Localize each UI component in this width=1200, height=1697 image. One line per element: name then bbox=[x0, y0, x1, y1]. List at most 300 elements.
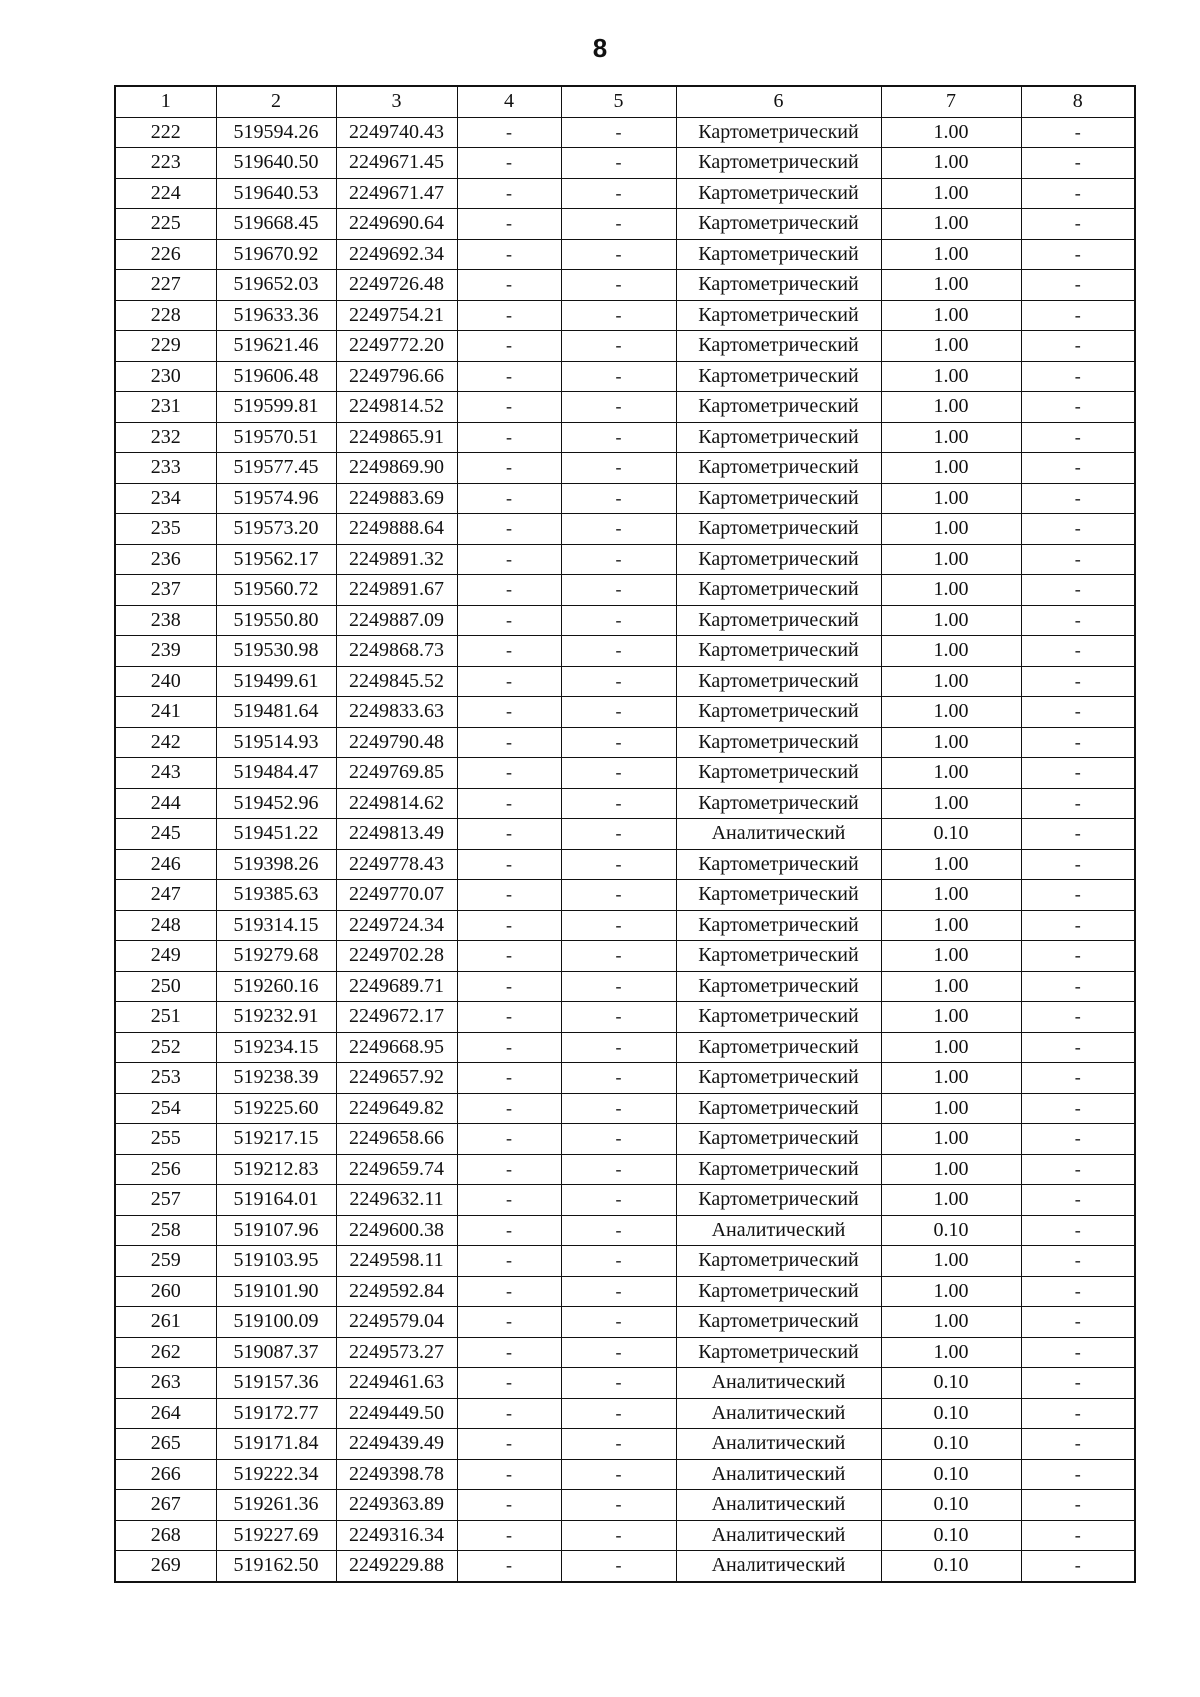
accuracy-cell: 1.00 bbox=[881, 300, 1021, 331]
x-coordinate-cell: 519560.72 bbox=[216, 575, 336, 606]
col8-cell: - bbox=[1021, 270, 1135, 301]
col5-cell: - bbox=[561, 880, 676, 911]
col8-cell: - bbox=[1021, 1154, 1135, 1185]
y-coordinate-cell: 2249865.91 bbox=[336, 422, 457, 453]
x-coordinate-cell: 519594.26 bbox=[216, 117, 336, 148]
accuracy-cell: 1.00 bbox=[881, 331, 1021, 362]
y-coordinate-cell: 2249600.38 bbox=[336, 1215, 457, 1246]
col4-cell: - bbox=[457, 483, 561, 514]
col8-cell: - bbox=[1021, 361, 1135, 392]
point-number-cell: 245 bbox=[115, 819, 216, 850]
table-row bbox=[115, 1185, 1135, 1216]
col4-cell: - bbox=[457, 788, 561, 819]
col5-cell: - bbox=[561, 148, 676, 179]
method-cell: Аналитический bbox=[676, 1520, 881, 1551]
accuracy-cell: 1.00 bbox=[881, 392, 1021, 423]
y-coordinate-cell: 2249778.43 bbox=[336, 849, 457, 880]
col5-cell: - bbox=[561, 1246, 676, 1277]
col8-cell: - bbox=[1021, 971, 1135, 1002]
y-coordinate-cell: 2249449.50 bbox=[336, 1398, 457, 1429]
x-coordinate-cell: 519157.36 bbox=[216, 1368, 336, 1399]
x-coordinate-cell: 519172.77 bbox=[216, 1398, 336, 1429]
col8-cell: - bbox=[1021, 1429, 1135, 1460]
y-coordinate-cell: 2249769.85 bbox=[336, 758, 457, 789]
point-number-cell: 222 bbox=[115, 117, 216, 148]
x-coordinate-cell: 519212.83 bbox=[216, 1154, 336, 1185]
col8-cell: - bbox=[1021, 514, 1135, 545]
x-coordinate-cell: 519314.15 bbox=[216, 910, 336, 941]
col8-cell: - bbox=[1021, 178, 1135, 209]
col5-cell: - bbox=[561, 209, 676, 240]
method-cell: Картометрический bbox=[676, 1124, 881, 1155]
col4-cell: - bbox=[457, 1215, 561, 1246]
method-cell: Аналитический bbox=[676, 819, 881, 850]
y-coordinate-cell: 2249573.27 bbox=[336, 1337, 457, 1368]
x-coordinate-cell: 519261.36 bbox=[216, 1490, 336, 1521]
method-cell: Картометрический bbox=[676, 178, 881, 209]
table-row bbox=[115, 1551, 1135, 1582]
accuracy-cell: 1.00 bbox=[881, 1276, 1021, 1307]
point-number-cell: 232 bbox=[115, 422, 216, 453]
accuracy-cell: 1.00 bbox=[881, 880, 1021, 911]
table-row bbox=[115, 1246, 1135, 1277]
col5-cell: - bbox=[561, 1307, 676, 1338]
x-coordinate-cell: 519599.81 bbox=[216, 392, 336, 423]
point-number-cell: 262 bbox=[115, 1337, 216, 1368]
col4-cell: - bbox=[457, 1337, 561, 1368]
x-coordinate-cell: 519530.98 bbox=[216, 636, 336, 667]
method-cell: Картометрический bbox=[676, 422, 881, 453]
col5-cell: - bbox=[561, 1520, 676, 1551]
table-row bbox=[115, 1063, 1135, 1094]
col8-cell: - bbox=[1021, 1032, 1135, 1063]
col4-cell: - bbox=[457, 514, 561, 545]
col4-cell: - bbox=[457, 117, 561, 148]
x-coordinate-cell: 519279.68 bbox=[216, 941, 336, 972]
table-row bbox=[115, 117, 1135, 148]
col4-cell: - bbox=[457, 910, 561, 941]
col4-cell: - bbox=[457, 1398, 561, 1429]
col5-cell: - bbox=[561, 1124, 676, 1155]
col5-cell: - bbox=[561, 1459, 676, 1490]
accuracy-cell: 1.00 bbox=[881, 209, 1021, 240]
col8-cell: - bbox=[1021, 1490, 1135, 1521]
point-number-cell: 263 bbox=[115, 1368, 216, 1399]
table-row bbox=[115, 1368, 1135, 1399]
y-coordinate-cell: 2249796.66 bbox=[336, 361, 457, 392]
table-row bbox=[115, 1490, 1135, 1521]
y-coordinate-cell: 2249439.49 bbox=[336, 1429, 457, 1460]
accuracy-cell: 1.00 bbox=[881, 1093, 1021, 1124]
table-row bbox=[115, 788, 1135, 819]
col4-cell: - bbox=[457, 239, 561, 270]
x-coordinate-cell: 519670.92 bbox=[216, 239, 336, 270]
method-cell: Аналитический bbox=[676, 1368, 881, 1399]
point-number-cell: 237 bbox=[115, 575, 216, 606]
accuracy-cell: 1.00 bbox=[881, 727, 1021, 758]
column-header: 3 bbox=[336, 86, 457, 117]
y-coordinate-cell: 2249658.66 bbox=[336, 1124, 457, 1155]
col4-cell: - bbox=[457, 1276, 561, 1307]
y-coordinate-cell: 2249598.11 bbox=[336, 1246, 457, 1277]
accuracy-cell: 1.00 bbox=[881, 117, 1021, 148]
point-number-cell: 223 bbox=[115, 148, 216, 179]
table-row bbox=[115, 239, 1135, 270]
col8-cell: - bbox=[1021, 1368, 1135, 1399]
col8-cell: - bbox=[1021, 1185, 1135, 1216]
table-row bbox=[115, 1337, 1135, 1368]
col4-cell: - bbox=[457, 392, 561, 423]
col4-cell: - bbox=[457, 727, 561, 758]
accuracy-cell: 0.10 bbox=[881, 1215, 1021, 1246]
col8-cell: - bbox=[1021, 697, 1135, 728]
column-header: 5 bbox=[561, 86, 676, 117]
col4-cell: - bbox=[457, 1429, 561, 1460]
accuracy-cell: 1.00 bbox=[881, 148, 1021, 179]
col5-cell: - bbox=[561, 1154, 676, 1185]
point-number-cell: 230 bbox=[115, 361, 216, 392]
col4-cell: - bbox=[457, 331, 561, 362]
x-coordinate-cell: 519087.37 bbox=[216, 1337, 336, 1368]
point-number-cell: 228 bbox=[115, 300, 216, 331]
x-coordinate-cell: 519232.91 bbox=[216, 1002, 336, 1033]
table-row bbox=[115, 1398, 1135, 1429]
col4-cell: - bbox=[457, 1185, 561, 1216]
col4-cell: - bbox=[457, 544, 561, 575]
accuracy-cell: 1.00 bbox=[881, 1154, 1021, 1185]
col4-cell: - bbox=[457, 1520, 561, 1551]
y-coordinate-cell: 2249814.52 bbox=[336, 392, 457, 423]
method-cell: Картометрический bbox=[676, 148, 881, 179]
col5-cell: - bbox=[561, 422, 676, 453]
col8-cell: - bbox=[1021, 605, 1135, 636]
y-coordinate-cell: 2249672.17 bbox=[336, 1002, 457, 1033]
y-coordinate-cell: 2249657.92 bbox=[336, 1063, 457, 1094]
col5-cell: - bbox=[561, 819, 676, 850]
column-header: 2 bbox=[216, 86, 336, 117]
accuracy-cell: 1.00 bbox=[881, 514, 1021, 545]
accuracy-cell: 1.00 bbox=[881, 971, 1021, 1002]
y-coordinate-cell: 2249692.34 bbox=[336, 239, 457, 270]
point-number-cell: 259 bbox=[115, 1246, 216, 1277]
col5-cell: - bbox=[561, 453, 676, 484]
col8-cell: - bbox=[1021, 1551, 1135, 1582]
col8-cell: - bbox=[1021, 849, 1135, 880]
table-row bbox=[115, 1520, 1135, 1551]
accuracy-cell: 1.00 bbox=[881, 941, 1021, 972]
col4-cell: - bbox=[457, 819, 561, 850]
point-number-cell: 224 bbox=[115, 178, 216, 209]
col5-cell: - bbox=[561, 117, 676, 148]
table-row bbox=[115, 1429, 1135, 1460]
accuracy-cell: 1.00 bbox=[881, 910, 1021, 941]
col8-cell: - bbox=[1021, 483, 1135, 514]
x-coordinate-cell: 519164.01 bbox=[216, 1185, 336, 1216]
col5-cell: - bbox=[561, 1276, 676, 1307]
table-row bbox=[115, 300, 1135, 331]
x-coordinate-cell: 519103.95 bbox=[216, 1246, 336, 1277]
x-coordinate-cell: 519640.50 bbox=[216, 148, 336, 179]
col8-cell: - bbox=[1021, 1520, 1135, 1551]
accuracy-cell: 1.00 bbox=[881, 605, 1021, 636]
x-coordinate-cell: 519481.64 bbox=[216, 697, 336, 728]
col5-cell: - bbox=[561, 941, 676, 972]
col8-cell: - bbox=[1021, 1398, 1135, 1429]
table-row bbox=[115, 392, 1135, 423]
col4-cell: - bbox=[457, 971, 561, 1002]
x-coordinate-cell: 519222.34 bbox=[216, 1459, 336, 1490]
x-coordinate-cell: 519398.26 bbox=[216, 849, 336, 880]
col8-cell: - bbox=[1021, 117, 1135, 148]
col4-cell: - bbox=[457, 758, 561, 789]
table-row bbox=[115, 1459, 1135, 1490]
accuracy-cell: 1.00 bbox=[881, 239, 1021, 270]
col5-cell: - bbox=[561, 483, 676, 514]
accuracy-cell: 0.10 bbox=[881, 1429, 1021, 1460]
table-row bbox=[115, 1002, 1135, 1033]
point-number-cell: 255 bbox=[115, 1124, 216, 1155]
col4-cell: - bbox=[457, 697, 561, 728]
method-cell: Картометрический bbox=[676, 361, 881, 392]
y-coordinate-cell: 2249632.11 bbox=[336, 1185, 457, 1216]
method-cell: Картометрический bbox=[676, 1063, 881, 1094]
point-number-cell: 229 bbox=[115, 331, 216, 362]
x-coordinate-cell: 519225.60 bbox=[216, 1093, 336, 1124]
col5-cell: - bbox=[561, 605, 676, 636]
table-row bbox=[115, 636, 1135, 667]
col5-cell: - bbox=[561, 270, 676, 301]
col8-cell: - bbox=[1021, 239, 1135, 270]
y-coordinate-cell: 2249316.34 bbox=[336, 1520, 457, 1551]
col5-cell: - bbox=[561, 392, 676, 423]
point-number-cell: 241 bbox=[115, 697, 216, 728]
method-cell: Картометрический bbox=[676, 300, 881, 331]
y-coordinate-cell: 2249726.48 bbox=[336, 270, 457, 301]
accuracy-cell: 1.00 bbox=[881, 1307, 1021, 1338]
col8-cell: - bbox=[1021, 880, 1135, 911]
y-coordinate-cell: 2249891.32 bbox=[336, 544, 457, 575]
col5-cell: - bbox=[561, 636, 676, 667]
accuracy-cell: 1.00 bbox=[881, 575, 1021, 606]
table-row bbox=[115, 666, 1135, 697]
method-cell: Картометрический bbox=[676, 849, 881, 880]
col8-cell: - bbox=[1021, 148, 1135, 179]
method-cell: Картометрический bbox=[676, 666, 881, 697]
col8-cell: - bbox=[1021, 331, 1135, 362]
point-number-cell: 234 bbox=[115, 483, 216, 514]
point-number-cell: 261 bbox=[115, 1307, 216, 1338]
col4-cell: - bbox=[457, 636, 561, 667]
table-row bbox=[115, 544, 1135, 575]
x-coordinate-cell: 519452.96 bbox=[216, 788, 336, 819]
point-number-cell: 225 bbox=[115, 209, 216, 240]
accuracy-cell: 1.00 bbox=[881, 178, 1021, 209]
col8-cell: - bbox=[1021, 1215, 1135, 1246]
col5-cell: - bbox=[561, 666, 676, 697]
accuracy-cell: 1.00 bbox=[881, 270, 1021, 301]
accuracy-cell: 0.10 bbox=[881, 1459, 1021, 1490]
col4-cell: - bbox=[457, 666, 561, 697]
method-cell: Картометрический bbox=[676, 636, 881, 667]
table-row bbox=[115, 758, 1135, 789]
col5-cell: - bbox=[561, 1215, 676, 1246]
col4-cell: - bbox=[457, 361, 561, 392]
point-number-cell: 239 bbox=[115, 636, 216, 667]
y-coordinate-cell: 2249770.07 bbox=[336, 880, 457, 911]
col4-cell: - bbox=[457, 270, 561, 301]
accuracy-cell: 1.00 bbox=[881, 1185, 1021, 1216]
point-number-cell: 253 bbox=[115, 1063, 216, 1094]
column-header: 4 bbox=[457, 86, 561, 117]
method-cell: Картометрический bbox=[676, 880, 881, 911]
method-cell: Картометрический bbox=[676, 483, 881, 514]
table-row bbox=[115, 819, 1135, 850]
col4-cell: - bbox=[457, 849, 561, 880]
col5-cell: - bbox=[561, 910, 676, 941]
point-number-cell: 264 bbox=[115, 1398, 216, 1429]
col8-cell: - bbox=[1021, 788, 1135, 819]
accuracy-cell: 1.00 bbox=[881, 1124, 1021, 1155]
col5-cell: - bbox=[561, 361, 676, 392]
table-row bbox=[115, 1215, 1135, 1246]
point-number-cell: 252 bbox=[115, 1032, 216, 1063]
col4-cell: - bbox=[457, 1551, 561, 1582]
point-number-cell: 240 bbox=[115, 666, 216, 697]
col8-cell: - bbox=[1021, 636, 1135, 667]
method-cell: Аналитический bbox=[676, 1551, 881, 1582]
table-row bbox=[115, 849, 1135, 880]
accuracy-cell: 0.10 bbox=[881, 1398, 1021, 1429]
y-coordinate-cell: 2249869.90 bbox=[336, 453, 457, 484]
y-coordinate-cell: 2249649.82 bbox=[336, 1093, 457, 1124]
point-number-cell: 254 bbox=[115, 1093, 216, 1124]
col8-cell: - bbox=[1021, 1002, 1135, 1033]
method-cell: Картометрический bbox=[676, 727, 881, 758]
col8-cell: - bbox=[1021, 1063, 1135, 1094]
y-coordinate-cell: 2249845.52 bbox=[336, 666, 457, 697]
col8-cell: - bbox=[1021, 300, 1135, 331]
col8-cell: - bbox=[1021, 544, 1135, 575]
col5-cell: - bbox=[561, 758, 676, 789]
y-coordinate-cell: 2249887.09 bbox=[336, 605, 457, 636]
column-header: 8 bbox=[1021, 86, 1135, 117]
method-cell: Картометрический bbox=[676, 270, 881, 301]
col8-cell: - bbox=[1021, 727, 1135, 758]
y-coordinate-cell: 2249888.64 bbox=[336, 514, 457, 545]
col5-cell: - bbox=[561, 1063, 676, 1094]
method-cell: Картометрический bbox=[676, 209, 881, 240]
method-cell: Картометрический bbox=[676, 117, 881, 148]
y-coordinate-cell: 2249592.84 bbox=[336, 1276, 457, 1307]
y-coordinate-cell: 2249668.95 bbox=[336, 1032, 457, 1063]
col5-cell: - bbox=[561, 849, 676, 880]
x-coordinate-cell: 519162.50 bbox=[216, 1551, 336, 1582]
col4-cell: - bbox=[457, 1093, 561, 1124]
table-row bbox=[115, 1124, 1135, 1155]
x-coordinate-cell: 519577.45 bbox=[216, 453, 336, 484]
method-cell: Картометрический bbox=[676, 1032, 881, 1063]
x-coordinate-cell: 519652.03 bbox=[216, 270, 336, 301]
method-cell: Картометрический bbox=[676, 910, 881, 941]
col4-cell: - bbox=[457, 1368, 561, 1399]
method-cell: Картометрический bbox=[676, 331, 881, 362]
accuracy-cell: 1.00 bbox=[881, 758, 1021, 789]
col8-cell: - bbox=[1021, 575, 1135, 606]
point-number-cell: 247 bbox=[115, 880, 216, 911]
method-cell: Картометрический bbox=[676, 758, 881, 789]
accuracy-cell: 0.10 bbox=[881, 1520, 1021, 1551]
col5-cell: - bbox=[561, 1368, 676, 1399]
table-row bbox=[115, 178, 1135, 209]
accuracy-cell: 1.00 bbox=[881, 453, 1021, 484]
table-row bbox=[115, 575, 1135, 606]
y-coordinate-cell: 2249659.74 bbox=[336, 1154, 457, 1185]
y-coordinate-cell: 2249740.43 bbox=[336, 117, 457, 148]
method-cell: Картометрический bbox=[676, 1337, 881, 1368]
accuracy-cell: 1.00 bbox=[881, 636, 1021, 667]
x-coordinate-cell: 519640.53 bbox=[216, 178, 336, 209]
table-row bbox=[115, 453, 1135, 484]
column-header: 6 bbox=[676, 86, 881, 117]
y-coordinate-cell: 2249671.45 bbox=[336, 148, 457, 179]
table-row bbox=[115, 422, 1135, 453]
x-coordinate-cell: 519171.84 bbox=[216, 1429, 336, 1460]
x-coordinate-cell: 519570.51 bbox=[216, 422, 336, 453]
col8-cell: - bbox=[1021, 758, 1135, 789]
column-header: 1 bbox=[115, 86, 216, 117]
x-coordinate-cell: 519499.61 bbox=[216, 666, 336, 697]
col4-cell: - bbox=[457, 941, 561, 972]
col5-cell: - bbox=[561, 727, 676, 758]
point-number-cell: 269 bbox=[115, 1551, 216, 1582]
x-coordinate-cell: 519101.90 bbox=[216, 1276, 336, 1307]
method-cell: Картометрический bbox=[676, 544, 881, 575]
y-coordinate-cell: 2249229.88 bbox=[336, 1551, 457, 1582]
table-body bbox=[115, 117, 1135, 1582]
col4-cell: - bbox=[457, 1459, 561, 1490]
point-number-cell: 249 bbox=[115, 941, 216, 972]
point-number-cell: 260 bbox=[115, 1276, 216, 1307]
table-row bbox=[115, 1154, 1135, 1185]
point-number-cell: 250 bbox=[115, 971, 216, 1002]
accuracy-cell: 1.00 bbox=[881, 1337, 1021, 1368]
method-cell: Картометрический bbox=[676, 697, 881, 728]
col4-cell: - bbox=[457, 178, 561, 209]
point-number-cell: 242 bbox=[115, 727, 216, 758]
accuracy-cell: 1.00 bbox=[881, 697, 1021, 728]
col5-cell: - bbox=[561, 1185, 676, 1216]
col5-cell: - bbox=[561, 178, 676, 209]
table-row bbox=[115, 697, 1135, 728]
x-coordinate-cell: 519217.15 bbox=[216, 1124, 336, 1155]
accuracy-cell: 1.00 bbox=[881, 1002, 1021, 1033]
method-cell: Картометрический bbox=[676, 971, 881, 1002]
col5-cell: - bbox=[561, 544, 676, 575]
method-cell: Аналитический bbox=[676, 1490, 881, 1521]
point-number-cell: 268 bbox=[115, 1520, 216, 1551]
table-row bbox=[115, 270, 1135, 301]
table-row bbox=[115, 971, 1135, 1002]
point-number-cell: 243 bbox=[115, 758, 216, 789]
x-coordinate-cell: 519514.93 bbox=[216, 727, 336, 758]
x-coordinate-cell: 519621.46 bbox=[216, 331, 336, 362]
col5-cell: - bbox=[561, 1337, 676, 1368]
point-number-cell: 246 bbox=[115, 849, 216, 880]
method-cell: Аналитический bbox=[676, 1429, 881, 1460]
col8-cell: - bbox=[1021, 666, 1135, 697]
col5-cell: - bbox=[561, 788, 676, 819]
y-coordinate-cell: 2249702.28 bbox=[336, 941, 457, 972]
